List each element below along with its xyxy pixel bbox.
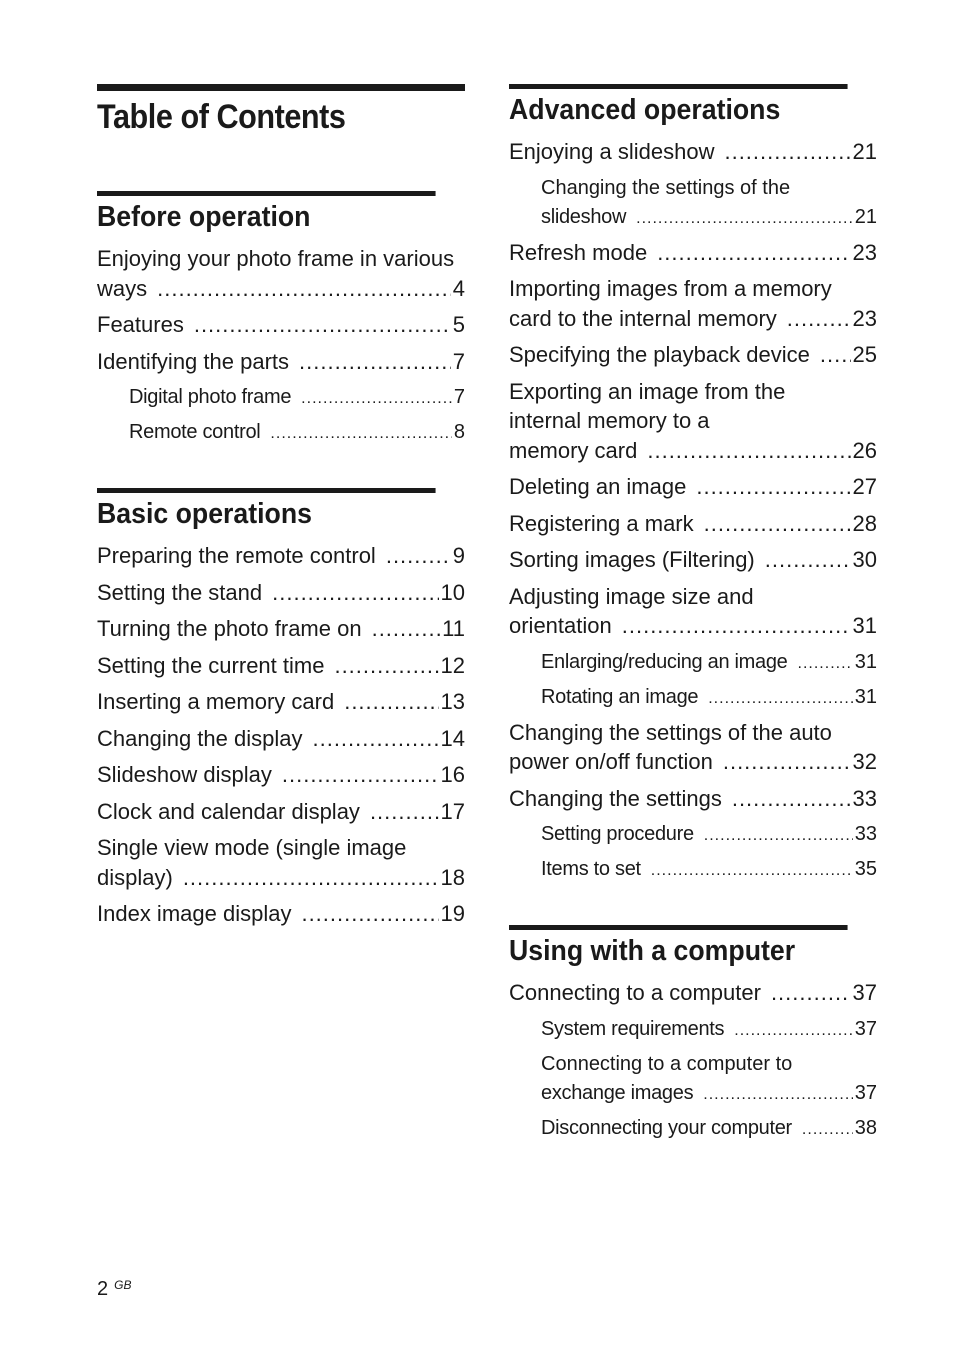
toc-page-number: 25 <box>852 342 877 367</box>
toc-entry-text: Preparing the remote control <box>97 543 376 568</box>
toc-entry[interactable] <box>509 340 877 370</box>
toc-entry[interactable] <box>97 244 465 303</box>
toc-entry-text: ways <box>97 275 148 301</box>
toc-entry-text: Setting procedure <box>541 823 694 845</box>
toc-entry[interactable] <box>509 472 877 502</box>
toc-page-number: 33 <box>854 823 877 845</box>
toc-page-number: 31 <box>854 685 877 708</box>
page-title: Table of Contents <box>97 98 346 136</box>
toc-entry[interactable] <box>97 541 465 571</box>
section-heading: Basic operations <box>97 488 436 531</box>
toc-entry-text-line: Enjoying your photo frame in various <box>97 246 455 271</box>
toc-entry-text-line: Exporting an image from the <box>509 378 786 404</box>
toc-page-number: 23 <box>852 239 877 265</box>
toc-entry-text: Turning the photo frame on <box>97 616 362 641</box>
section-before-operation <box>97 191 465 448</box>
toc-page-number: 27 <box>852 474 877 499</box>
toc-page-number: 38 <box>854 1116 877 1139</box>
toc-entry[interactable] <box>509 978 877 1008</box>
toc-page-number: 17 <box>440 798 465 824</box>
toc-page-number: 37 <box>854 1017 877 1040</box>
toc-entry-text: Rotating an image <box>541 685 699 708</box>
left-column <box>97 84 465 936</box>
toc-page-number: 16 <box>440 762 465 787</box>
toc-subentry[interactable] <box>541 1114 877 1144</box>
toc-page-number: 4 <box>452 275 465 301</box>
toc-entry-text: orientation <box>509 613 612 638</box>
toc-entry[interactable] <box>509 718 877 777</box>
toc-entry-text: card to the internal memory <box>509 305 777 331</box>
toc-page-number: 7 <box>453 386 465 408</box>
toc-subentry[interactable] <box>129 418 465 448</box>
section-basic-operations <box>97 488 465 929</box>
toc-entry[interactable] <box>97 833 465 892</box>
title-rule <box>97 84 465 91</box>
right-column <box>509 84 877 1149</box>
toc-subentry[interactable] <box>541 820 877 850</box>
toc-entry[interactable] <box>97 347 465 377</box>
toc-entry[interactable] <box>97 578 465 608</box>
toc-entry-text: Sorting images (Filtering) <box>509 547 755 572</box>
toc-page-number: 11 <box>442 616 465 641</box>
toc-entry-text-line: Single view mode (single image <box>97 835 407 860</box>
toc-page-number: 37 <box>854 1081 877 1104</box>
toc-entry-text: exchange images <box>541 1081 694 1104</box>
toc-entry-text: Clock and calendar display <box>97 798 360 824</box>
toc-entry[interactable] <box>97 310 465 340</box>
section-using-with-a-computer <box>509 925 877 1144</box>
toc-page-number: 10 <box>440 579 465 605</box>
toc-entry-text: power on/off function <box>509 749 713 774</box>
toc-entry-text: display) <box>97 864 173 890</box>
toc-entry-text-line: internal memory to a <box>509 408 710 433</box>
toc-page-number: 7 <box>452 348 465 374</box>
toc-entry-text: Index image display <box>97 901 292 926</box>
toc-page-number: 14 <box>440 725 465 751</box>
toc-entry-text: Specifying the playback device <box>509 342 810 367</box>
toc-entry[interactable] <box>509 784 877 814</box>
toc-entry-text-line: Changing the settings of the <box>541 176 791 199</box>
toc-entry-text: Identifying the parts <box>97 348 290 374</box>
section-heading: Advanced operations <box>509 84 848 127</box>
toc-entry-text: Changing the display <box>97 725 303 751</box>
toc-entry-text: Inserting a memory card <box>97 689 335 714</box>
toc-entry-text-line: Importing images from a memory <box>509 276 832 301</box>
toc-entry-text: Enjoying a slideshow <box>509 139 715 164</box>
toc-entry-text: Deleting an image <box>509 474 687 499</box>
toc-entry-text-line: Connecting to a computer to <box>541 1052 793 1075</box>
toc-page-number: 31 <box>852 613 877 638</box>
toc-entry[interactable] <box>509 137 877 167</box>
toc-entry-text: Remote control <box>129 421 261 443</box>
toc-entry-text: Connecting to a computer <box>509 980 761 1005</box>
section-advanced-operations <box>509 84 877 885</box>
toc-entry[interactable] <box>509 582 877 641</box>
toc-entry-text: Digital photo frame <box>129 386 292 408</box>
toc-page-number: 9 <box>452 543 465 568</box>
toc-page-number: 35 <box>854 858 877 880</box>
toc-entry[interactable] <box>97 651 465 681</box>
toc-entry[interactable] <box>97 724 465 754</box>
toc-page-number: 28 <box>852 510 877 536</box>
page-footer <box>97 1278 131 1301</box>
toc-entry[interactable] <box>509 377 877 466</box>
toc-entry-text: Slideshow display <box>97 762 272 787</box>
toc-page-number: 33 <box>852 785 877 811</box>
toc-entry-text-line: Adjusting image size and <box>509 583 754 609</box>
toc-page-number: 31 <box>854 650 877 673</box>
toc-entry-text: Setting the stand <box>97 579 263 605</box>
toc-page-number: 18 <box>440 864 465 890</box>
toc-entry-text: memory card <box>509 437 638 463</box>
toc-page-number: 13 <box>440 689 465 714</box>
toc-entry[interactable] <box>509 545 877 575</box>
toc-page-number: 8 <box>453 421 465 443</box>
toc-page-number: 19 <box>440 901 465 926</box>
toc-entry-text: Registering a mark <box>509 510 694 536</box>
section-heading: Using with a computer <box>509 925 848 968</box>
toc-page-number: 5 <box>452 312 465 337</box>
section-heading: Before operation <box>97 191 436 234</box>
toc-entry-text-line: Changing the settings of the auto <box>509 719 832 745</box>
toc-page-number: 21 <box>854 205 877 228</box>
toc-subentry[interactable] <box>541 174 877 233</box>
toc-entry-text: Items to set <box>541 858 641 880</box>
toc-entry[interactable] <box>97 760 465 790</box>
toc-page-number: 23 <box>852 305 877 331</box>
toc-entry-text: Changing the settings <box>509 785 722 811</box>
page-number: 2 <box>97 1278 109 1300</box>
toc-subentry[interactable] <box>541 648 877 678</box>
toc-page-number: 30 <box>852 547 877 572</box>
toc-entry-text: Setting the current time <box>97 652 325 678</box>
toc-entry[interactable] <box>97 797 465 827</box>
toc-subentry[interactable] <box>541 855 877 885</box>
toc-entry[interactable] <box>97 614 465 644</box>
toc-entry-text: Disconnecting your computer <box>541 1116 792 1139</box>
toc-entry-text: System requirements <box>541 1017 725 1040</box>
language-code: GB <box>114 1278 132 1292</box>
toc-entry[interactable] <box>97 687 465 717</box>
toc-page-number: 12 <box>440 652 465 678</box>
toc-entry-text: slideshow <box>541 205 627 228</box>
toc-page-number: 21 <box>852 139 877 164</box>
toc-entry-text: Enlarging/reducing an image <box>541 650 788 673</box>
toc-entry[interactable] <box>509 509 877 539</box>
toc-subentry[interactable] <box>541 1050 877 1109</box>
toc-entry[interactable] <box>509 274 877 333</box>
toc-entry-text: Features <box>97 312 184 337</box>
toc-subentry[interactable] <box>541 1015 877 1045</box>
toc-page-number: 32 <box>852 749 877 774</box>
toc-subentry[interactable] <box>129 383 465 413</box>
toc-page-number: 37 <box>852 980 877 1005</box>
toc-entry[interactable] <box>97 899 465 929</box>
toc-page-number: 26 <box>852 437 877 463</box>
toc-subentry[interactable] <box>541 683 877 713</box>
toc-entry[interactable] <box>509 238 877 268</box>
toc-entry-text: Refresh mode <box>509 239 648 265</box>
